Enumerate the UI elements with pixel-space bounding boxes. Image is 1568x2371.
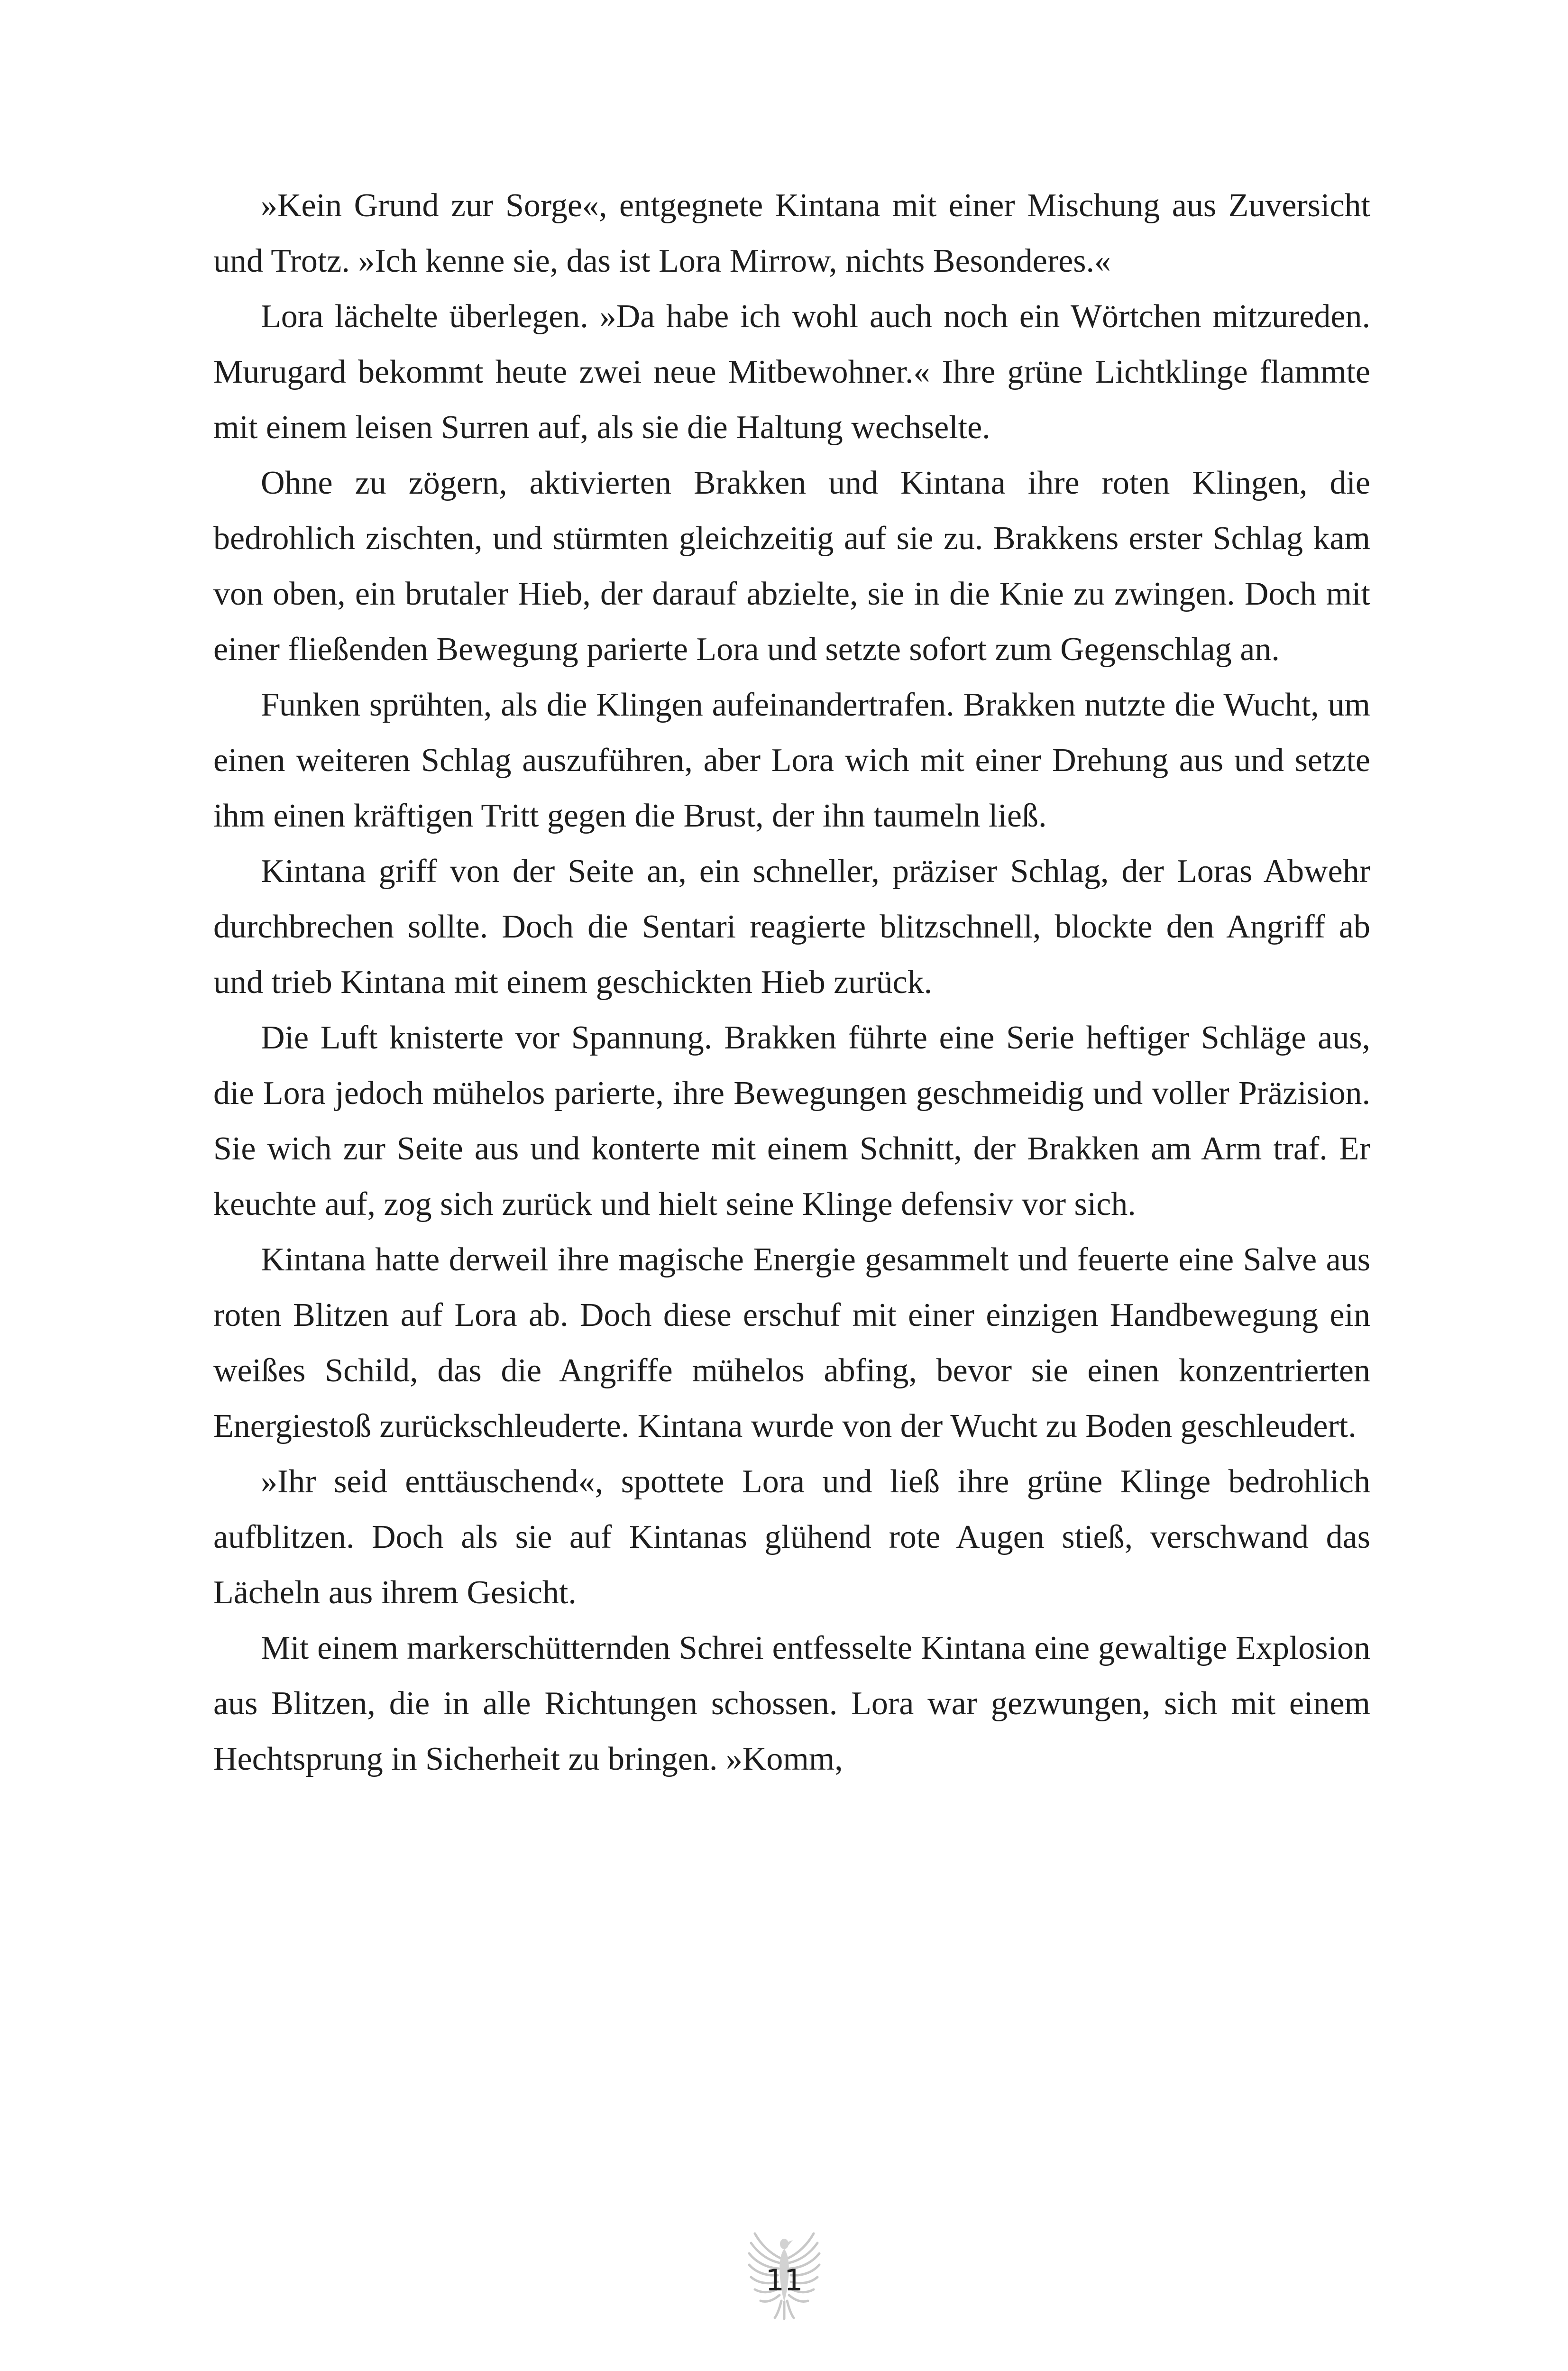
paragraph: Funken sprühten, als die Klingen aufeinandertrafen. Brakken nutzte die Wucht, um einen weiteren Schlag auszuführen, aber Lora wich mit einer Drehung aus und setzte ihm einen kräftigen Tritt gegen die Brust, der ihn taumeln ließ. — [213, 687, 1370, 834]
paragraph: Kintana hatte derweil ihre magische Energie gesammelt und feuerte eine Salve aus roten Blitzen auf Lora ab. Doch diese erschuf mit einer einzigen Handbewegung ein weißes Schild, das die Angriffe mühelos abfing, bevor sie einen konzentrierten Energiestoß zurückschleuderte. Kintana wurde von der Wucht zu Boden geschleudert. — [213, 1241, 1370, 1444]
body-text — [213, 178, 1370, 1787]
page-footer — [746, 2225, 822, 2320]
paragraph: »Ihr seid enttäuschend«, spottete Lora und ließ ihre grüne Klinge bedrohlich aufblitzen. Doch als sie auf Kintanas glühend rote Augen stieß, verschwand das Lächeln aus ihrem Gesicht. — [213, 1463, 1370, 1611]
paragraph: Mit einem markerschütternden Schrei entfesselte Kintana eine gewaltige Explosion aus Blitzen, die in alle Richtungen schossen. Lora war gezwungen, sich mit einem Hechtsprung in Sicherheit zu bringen. »Komm, — [213, 1630, 1370, 1777]
paragraph: Kintana griff von der Seite an, ein schneller, präziser Schlag, der Loras Abwehr durchbrechen sollte. Doch die Sentari reagierte blitzschnell, blockte den Angriff ab und trieb Kintana mit einem geschickten Hieb zurück. — [213, 853, 1370, 1001]
paragraph: Lora lächelte überlegen. »Da habe ich wohl auch noch ein Wörtchen mitzureden. Murugard bekommt heute zwei neue Mitbewohner.« Ihre grüne Lichtklinge flammte mit einem leisen Surren auf, als sie die Haltung wechselte. — [213, 298, 1370, 446]
paragraph: »Kein Grund zur Sorge«, entgegnete Kintana mit einer Mischung aus Zuversicht und Trotz. »Ich kenne sie, das ist Lora Mirrow, nichts Besonderes.« — [213, 187, 1370, 279]
paragraph: Ohne zu zögern, aktivierten Brakken und Kintana ihre roten Klingen, die bedrohlich zischten, und stürmten gleichzeitig auf sie zu. Brakkens erster Schlag kam von oben, ein brutaler Hieb, der darauf abzielte, sie in die Knie zu zwingen. Doch mit einer fließenden Bewegung parierte Lora und setzte sofort zum Gegenschlag an. — [213, 465, 1370, 668]
paragraph: Die Luft knisterte vor Spannung. Brakken führte eine Serie heftiger Schläge aus, die Lora jedoch mühelos parierte, ihre Bewegungen geschmeidig und voller Präzision. Sie wich zur Seite aus und konterte mit einem Schnitt, der Brakken am Arm traf. Er keuchte auf, zog sich zurück und hielt seine Klinge defensiv vor sich. — [213, 1020, 1370, 1222]
page-number: 11 — [765, 2263, 803, 2297]
